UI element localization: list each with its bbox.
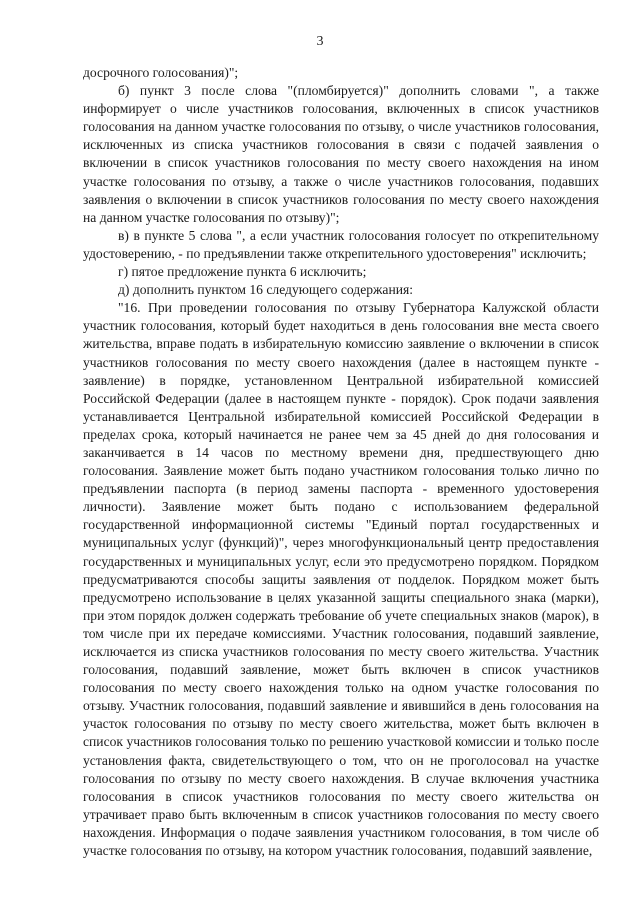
paragraph-item-g: г) пятое предложение пункта 6 исключить; <box>118 264 367 280</box>
paragraph-item-b: б) пункт 3 после слова "(пломбируется)" дополнить словами ", а также информирует о числе участников голосования, включенных в список участников голосования на данном участке голосования по отзыву, о числе участников голосования, исключенных из списка участников голосования в связи с подачей заявления о включении в список участников голосования по месту своего нахождения на ином участке голосования по отзыву, а также о числе участников голосования, подавших заявления о включении в список участников голосования по месту своего нахождения на данном участке голосования по отзыву)"; <box>83 83 599 225</box>
document-body <box>83 64 599 860</box>
page-number: 3 <box>316 34 324 49</box>
paragraph-point-16: "16. При проведении голосования по отзыву Губернатора Калужской области участник голосования, который будет находиться в день голосования вне места своего жительства, вправе подать в избирательную комиссию заявление о включении в список участников голосования по месту своего нахождения (далее в настоящем пункте - заявление) в порядке, установленном Центральной избирательной комиссией Российской Федерации (далее в настоящем пункте - порядок). Срок подачи заявления устанавливается Центральной избирательной комиссией Российской Федерации в пределах срока, который начинается не ранее чем за 45 дней до дня голосования и заканчивается в 14 часов по местному времени дня, предшествующего дню голосования. Заявление может быть подано участником голосования только лично по предъявлении паспорта (в период замены паспорта - временного удостоверения личности). Заявление может быть подано с использованием федеральной государственной информационной системы "Единый портал государственных и муниципальных услуг (функций)", через многофункциональный центр предоставления государственных и муниципальных услуг, если это предусмотрено порядком. Порядком предусматриваются способы защиты заявления от подделок. Порядком может быть предусмотрено использование в целях указанной защиты специального знака (марки), при этом порядок должен содержать требование об учете специальных знаков (марок), в том числе при их передаче комиссиями. Участник голосования, подавший заявление, исключается из списка участников голосования по месту своего жительства. Участник голосования, подавший заявление, может быть включен в список участников голосования по месту своего нахождения только на одном участке голосования по отзыву. Участник голосования, подавший заявление и явившийся в день голосования на участок голосования по отзыву по месту своего жительства, может быть включен в список участников голосования только по решению участковой комиссии и только после установления факта, свидетельствующего о том, что он не проголосовал на участке голосования по отзыву по месту своего нахождения. В случае включения участника голосования в список участников голосования по месту своего жительства он утрачивает право быть включенным в список участников голосования по месту своего нахождения. Информация о подаче заявления участником голосования, в том числе об участке голосования по отзыву, на котором участник голосования, подавший заявление, <box>83 300 599 859</box>
paragraph-item-v: в) в пункте 5 слова ", а если участник голосования голосует по открепительному удостоверению, - по предъявлении также открепительного удостоверения" исключить; <box>83 227 599 261</box>
paragraph-item-d: д) дополнить пунктом 16 следующего содержания: <box>118 282 414 298</box>
paragraph-continuation: досрочного голосования)"; <box>83 65 239 80</box>
